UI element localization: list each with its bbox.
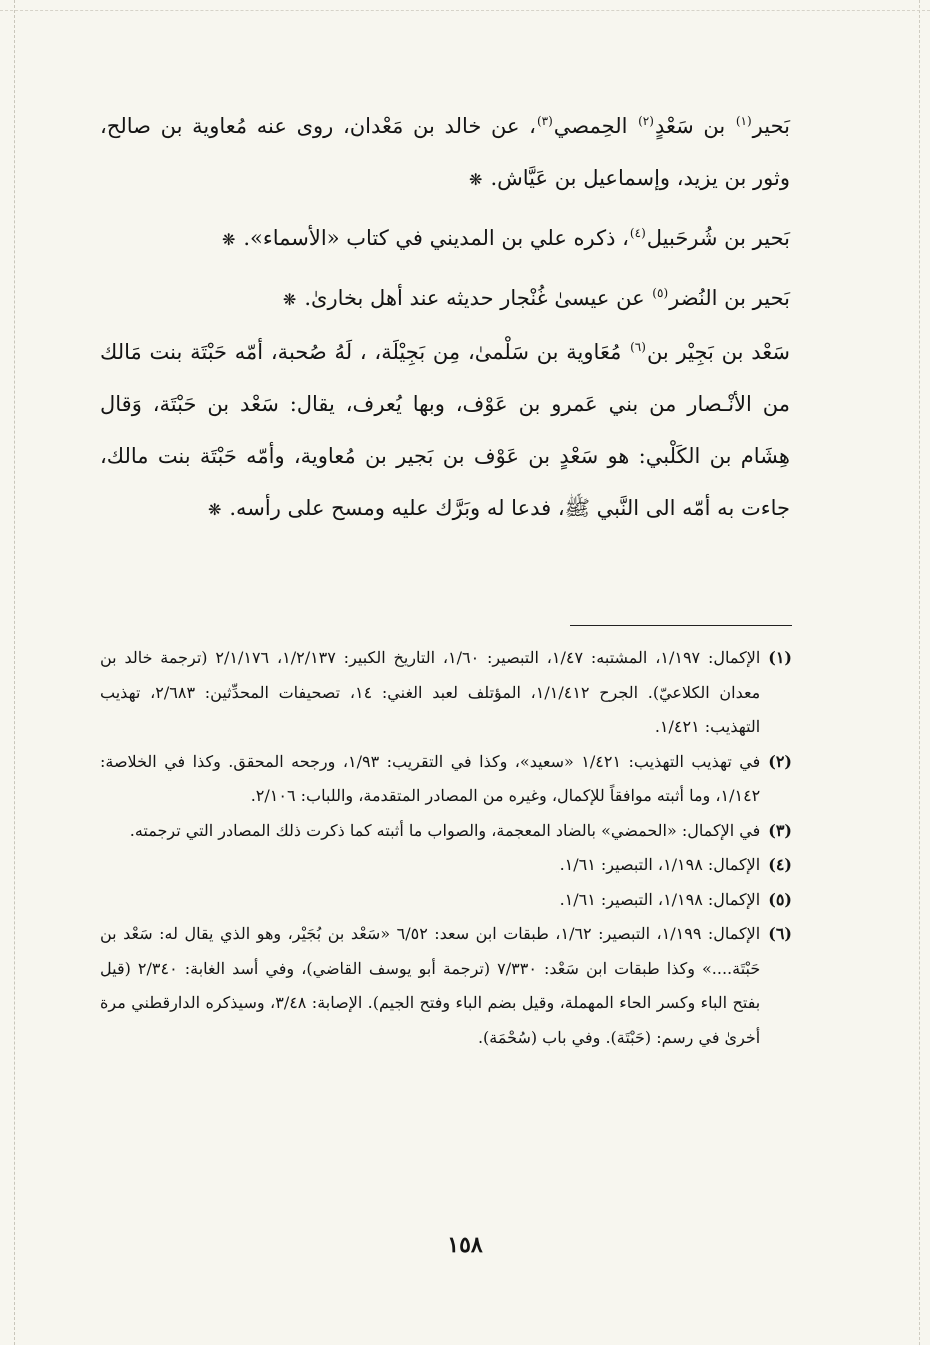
footnote-number: (٦) [768, 924, 792, 943]
entry-name: سَعْد بن بَجِيْر بن [646, 340, 791, 364]
footnote-text: الإكمال: ١/١٩٨، التبصير: ١/٦١. [559, 855, 761, 874]
entry-text: عن عيسىٰ غُنْجار حديثه عند أهل بخارىٰ. [304, 286, 652, 310]
entry-text: الحِمصي [553, 114, 638, 138]
footnote-ref[interactable]: (٦) [630, 340, 646, 354]
footnote-ref[interactable]: (٥) [652, 286, 669, 300]
footnote [100, 917, 792, 1055]
footnote-ref[interactable]: (١) [735, 114, 752, 128]
entry-text: مُعَاوية بن سَلْمىٰ، مِن بَجِيْلَة، ، لَهُ صُحبة، أمّه حَبْتَة بنت مَالك من الأنْـصار من بني عَمرو بن عَوْف، وبها يُعرف، يقال: سَعْد بن حَبْتَة، وَقال هِشَام بن الكَلْبي: هو سَعْدٍ بن عَوْف بن بَجير بن مُعاوية، وأمّه حَبْتَة بنت مالك، جاءت به أمّه الى النَّبي ﷺ، فدعا له وبَرَّك عليه ومسح على رأسه. [100, 340, 790, 520]
entry-saad-ibn-bujayr [100, 326, 790, 536]
footnote-text: الإكمال: ١/١٩٨، التبصير: ١/٦١. [559, 889, 761, 909]
entry-end-mark: ❋ [469, 170, 483, 189]
footnote-text: الإكمال: ١/١٩٧، المشتبه: ١/٤٧، التبصير: ١/٦٠، التاريخ الكبير: ١/٢/١٣٧، ٢/١/١٧٦ (ترجمة خالد بن معدان الكلاعيّ). الجرح ١/١/٤١٢، المؤتلف لعبد الغني: ١٤، تصحيفات المحدِّثين: ٢/٦٨٣، تهذيب التهذيب: ١/٤٢١. [100, 648, 761, 736]
footnote-text: في الإكمال: «الحمضي» بالضاد المعجمة، والصواب ما أثبته كما ذكرت ذلك المصادر التي ترجمته. [129, 820, 761, 840]
entry-text: بن سَعْدٍ [654, 114, 735, 138]
entry-end-mark: ❋ [221, 230, 236, 249]
footnote-text: الإكمال: ١/١٩٩، التبصير: ١/٦٢، طبقات ابن سعد: ٦/٥٢ «سَعْد بن بُجَيْر، وهو الذي يقال له: سَعْد بن حَبْتَة....» وكذا طبقات ابن سَعْد: ٧/٣٣٠ (ترجمة أبو يوسف القاضي)، وفي أسد الغابة: ٢/٣٤٠ (قيل بفتح الباء وكسر الحاء المهملة، وقيل بضم الباء وفتح الجيم). الإصابة: ٣/٤٨، وسيذكره الدارقطني مرة أخرىٰ في رسم: (حَبْتَة). وفي باب (سُحْمَة). [100, 924, 761, 1047]
footnote-ref[interactable]: (٢) [638, 114, 654, 128]
main-text [100, 100, 790, 542]
entry-text: ، عن خالد بن مَعْدان، روى عنه مُعاوية بن صالح، وثور بن يزيد، وإسماعيل بن عَيَّاش. [100, 114, 790, 190]
entry-end-mark: ❋ [282, 290, 297, 309]
scan-edge-right [919, 0, 920, 1345]
entry-name: بَحير [752, 114, 790, 138]
entry-bahir-ibn-shurahbil [100, 212, 790, 266]
entry-end-mark: ❋ [207, 500, 222, 519]
footnote [100, 848, 792, 883]
footnote-number: (٤) [768, 855, 792, 874]
footnote-text: في تهذيب التهذيب: ١/٤٢١ «سعيد»، وكذا في التقريب: ١/٩٣، ورجحه المحقق. وكذا في الخلاصة: ١/١٤٢، وما أثبته موافقاً للإكمال، وغيره من المصادر المتقدمة، واللباب: ٢/١٠٦. [100, 751, 761, 805]
footnote-number: (٣) [768, 820, 792, 840]
entry-name: بَحير بن النُضر [669, 286, 790, 310]
footnote-number: (٥) [768, 889, 792, 909]
footnote [100, 745, 792, 814]
scan-edge-left [14, 0, 15, 1345]
entry-bahir-ibn-saad [100, 100, 790, 206]
entry-text: ، ذكره علي بن المديني في كتاب «الأسماء». [243, 226, 629, 250]
footnote-ref[interactable]: (٣) [536, 114, 553, 128]
footnote-number: (٢) [768, 751, 792, 771]
entry-name: بَحير بن شُرحَبيل [646, 226, 790, 250]
footnote [100, 641, 792, 745]
entry-bahir-ibn-al-nudr [100, 272, 790, 326]
page-number: ١٥٨ [447, 1232, 483, 1258]
footnotes [100, 641, 792, 1055]
footnote-divider [570, 625, 792, 626]
footnote-number: (١) [768, 648, 792, 667]
footnote [100, 814, 792, 849]
footnote [100, 883, 792, 918]
footnote-ref[interactable]: (٤) [629, 226, 646, 240]
scan-edge-top [0, 10, 930, 11]
